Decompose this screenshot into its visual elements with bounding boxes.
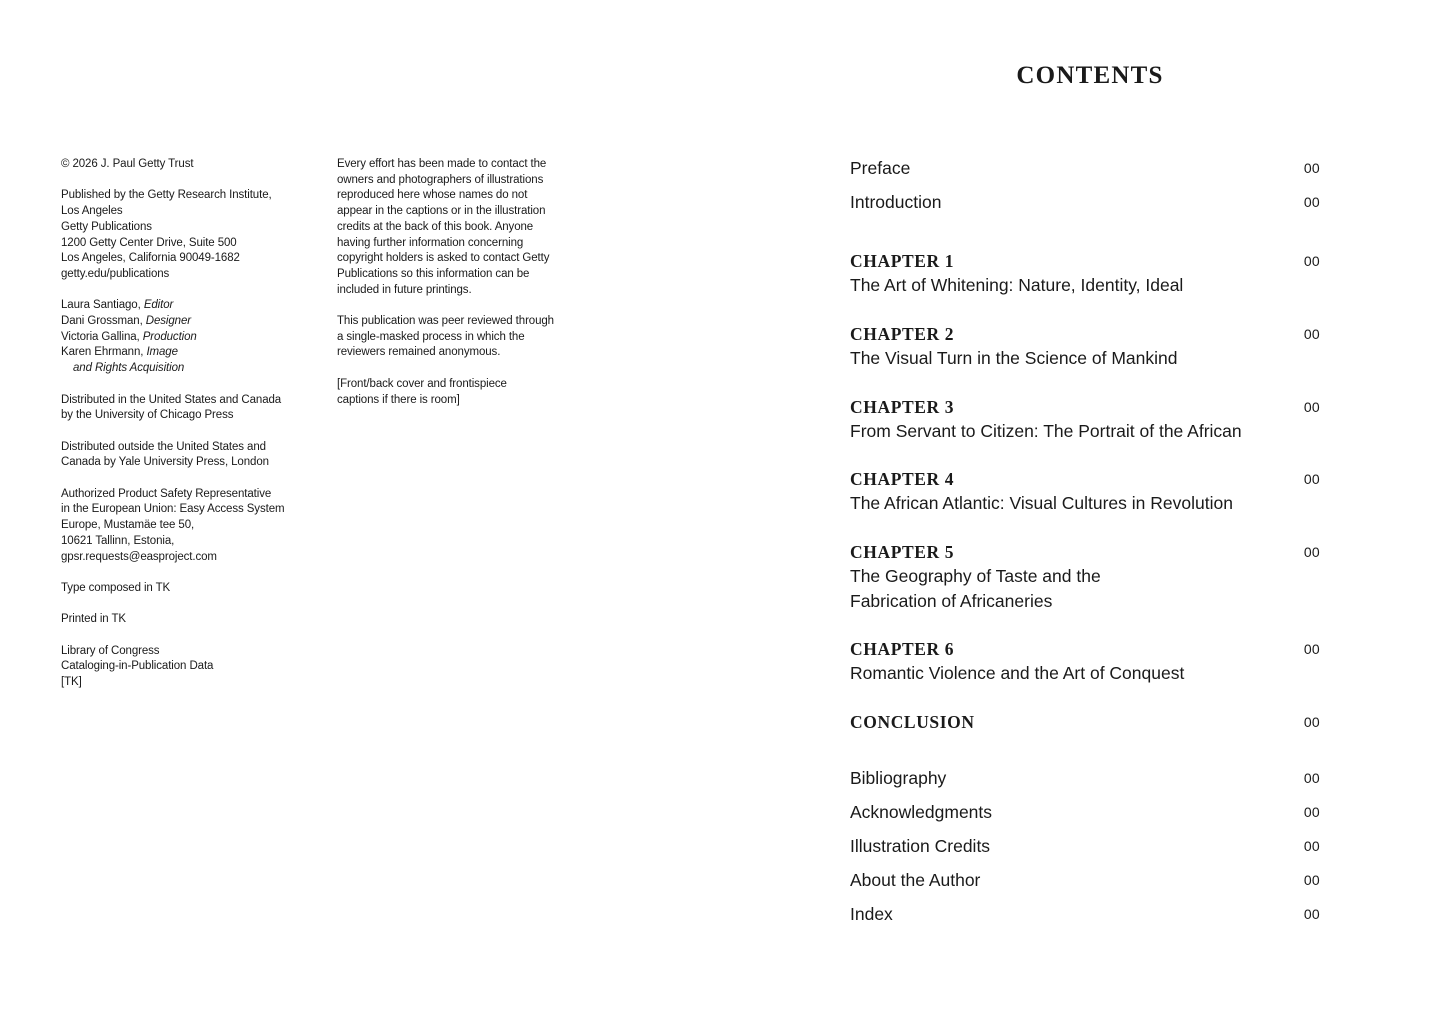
chapter-heading: CHAPTER 5 [850, 542, 955, 562]
imprint-block [61, 440, 311, 471]
toc-back-entry [850, 834, 1320, 859]
imprint-line: Published by the Getty Research Institute, [61, 189, 272, 202]
toc-entry-label: Index [850, 904, 893, 924]
imprint-line: 10621 Tallinn, Estonia, [61, 534, 175, 547]
notice-line: copyright holders is asked to contact Getty [337, 252, 550, 265]
toc-page-number: 00 [1303, 471, 1320, 487]
imprint-line: Authorized Product Safety Representative [61, 487, 272, 500]
notice-line: [Front/back cover and frontispiece [337, 377, 507, 390]
imprint-line: Getty Publications [61, 220, 152, 233]
notice-line: reviewers remained anonymous. [337, 346, 501, 359]
staff-name: Dani Grossman, [61, 315, 146, 327]
imprint-line: 1200 Getty Center Drive, Suite 500 [61, 236, 237, 249]
toc-back-entry [850, 800, 1320, 825]
imprint-line: Library of Congress [61, 644, 160, 657]
staff-name: Laura Santiago, [61, 299, 144, 312]
notice-line: included in future printings. [337, 283, 472, 296]
toc-page-number: 00 [1303, 544, 1320, 560]
imprint-block [61, 188, 311, 282]
staff-role: and Rights Acquisition [73, 362, 185, 375]
imprint-line: Los Angeles, California 90049-1682 [61, 252, 240, 265]
toc-chapter-entry [850, 322, 1320, 371]
imprint-line: Cataloging-in-Publication Data [61, 660, 214, 673]
toc-page-number: 00 [1303, 838, 1320, 854]
staff-role: Designer [145, 315, 192, 327]
imprint-block [61, 393, 311, 424]
imprint-line: in the European Union: Easy Access System [61, 503, 285, 516]
staff-role: Editor [143, 299, 174, 312]
toc-page-number: 00 [1303, 804, 1320, 820]
credits-notice-column [337, 157, 577, 424]
staff-name: Karen Ehrmann, [61, 346, 147, 359]
notice-line: having further information concerning [337, 236, 524, 249]
imprint-block [61, 487, 311, 566]
copyright-column [61, 157, 311, 706]
notice-block [337, 157, 577, 298]
staff-credit-line [61, 298, 311, 314]
toc-page-number: 00 [1303, 253, 1320, 269]
toc-chapter-entry [850, 249, 1320, 298]
toc-chapter-entry [850, 710, 1320, 734]
toc-entry-label: Introduction [850, 192, 942, 212]
staff-credit-line [61, 314, 311, 330]
imprint-line: by the University of Chicago Press [61, 409, 234, 422]
notice-block [337, 377, 577, 408]
toc-page-number: 00 [1303, 872, 1320, 888]
staff-credit-line [61, 345, 311, 361]
staff-credit-line [61, 330, 311, 346]
chapter-heading: CHAPTER 1 [850, 251, 955, 271]
toc-back-entry [850, 868, 1320, 893]
imprint-block [61, 581, 311, 597]
toc-entry-label: About the Author [850, 870, 981, 890]
staff-credits-block [61, 298, 311, 377]
chapter-title: The Art of Whitening: Nature, Identity, Ideal [850, 275, 1184, 295]
imprint-line: Distributed outside the United States and [61, 440, 266, 453]
contents-title: CONTENTS [1016, 62, 1164, 89]
notice-block [337, 314, 577, 361]
toc-page-number: 00 [1303, 326, 1320, 342]
toc-page-number: 00 [1303, 160, 1320, 176]
notice-line: appear in the captions or in the illustration [337, 205, 546, 218]
toc-front-entry [850, 190, 1320, 215]
notice-line: credits at the back of this book. Anyone [337, 220, 534, 233]
toc-page-number: 00 [1303, 714, 1320, 730]
toc-front-entry [850, 156, 1320, 181]
imprint-block [61, 612, 311, 628]
imprint-line: Los Angeles [61, 205, 123, 218]
chapter-heading: CHAPTER 2 [850, 324, 955, 344]
staff-credit-line [61, 361, 311, 377]
staff-role: Image [146, 346, 178, 359]
toc-chapter-entry [850, 467, 1320, 516]
toc-entry-label: Preface [850, 158, 911, 178]
toc-back-entry [850, 902, 1320, 927]
toc-entry-label: Illustration Credits [850, 836, 991, 856]
chapter-title: The Geography of Taste and the [850, 566, 1101, 586]
chapter-heading: CHAPTER 4 [850, 469, 955, 489]
imprint-block [61, 644, 311, 691]
imprint-line: Distributed in the United States and Canada [61, 393, 282, 406]
chapter-title: Romantic Violence and the Art of Conquest [850, 663, 1185, 683]
notice-line: a single-masked process in which the [337, 330, 525, 343]
staff-name: Victoria Gallina, [61, 330, 143, 343]
staff-role: Production [142, 330, 197, 343]
chapter-title: The African Atlantic: Visual Cultures in Revolution [850, 493, 1233, 513]
notice-line: captions if there is room] [337, 393, 460, 406]
imprint-line: [TK] [61, 676, 82, 689]
imprint-line: Printed in TK [61, 613, 126, 626]
toc-page-number: 00 [1303, 906, 1320, 922]
notice-line: reproduced here whose names do not [337, 189, 528, 202]
notice-line: owners and photographers of illustrations [337, 173, 544, 186]
imprint-line: gpsr.requests@easproject.com [61, 550, 217, 563]
notice-line: This publication was peer reviewed through [337, 315, 554, 328]
toc-back-entry [850, 766, 1320, 791]
toc-page-number: 00 [1303, 399, 1320, 415]
imprint-line: Type composed in TK [61, 581, 171, 594]
chapter-title: From Servant to Citizen: The Portrait of the African [850, 421, 1242, 441]
chapter-heading: CONCLUSION [850, 712, 975, 732]
toc-page-number: 00 [1303, 641, 1320, 657]
toc-entry-label: Bibliography [850, 768, 947, 788]
chapter-heading: CHAPTER 3 [850, 397, 955, 417]
chapter-title: The Visual Turn in the Science of Mankind [850, 348, 1178, 368]
toc-chapter-entry [850, 395, 1320, 444]
chapter-heading: CHAPTER 6 [850, 639, 955, 659]
imprint-line: © 2026 J. Paul Getty Trust [61, 158, 194, 170]
imprint-line: getty.edu/publications [61, 267, 170, 280]
toc-chapter-entry [850, 637, 1320, 686]
imprint-line: Canada by Yale University Press, London [61, 456, 269, 469]
toc-page-number: 00 [1303, 194, 1320, 210]
chapter-title: Fabrication of Africaneries [850, 591, 1053, 611]
notice-line: Publications so this information can be [337, 267, 530, 280]
imprint-line: Europe, Mustamäe tee 50, [61, 519, 195, 532]
toc-page-number: 00 [1303, 770, 1320, 786]
toc-entry-label: Acknowledgments [850, 802, 993, 822]
imprint-block [61, 157, 311, 173]
notice-line: Every effort has been made to contact the [337, 158, 547, 170]
toc-chapter-entry [850, 540, 1320, 614]
